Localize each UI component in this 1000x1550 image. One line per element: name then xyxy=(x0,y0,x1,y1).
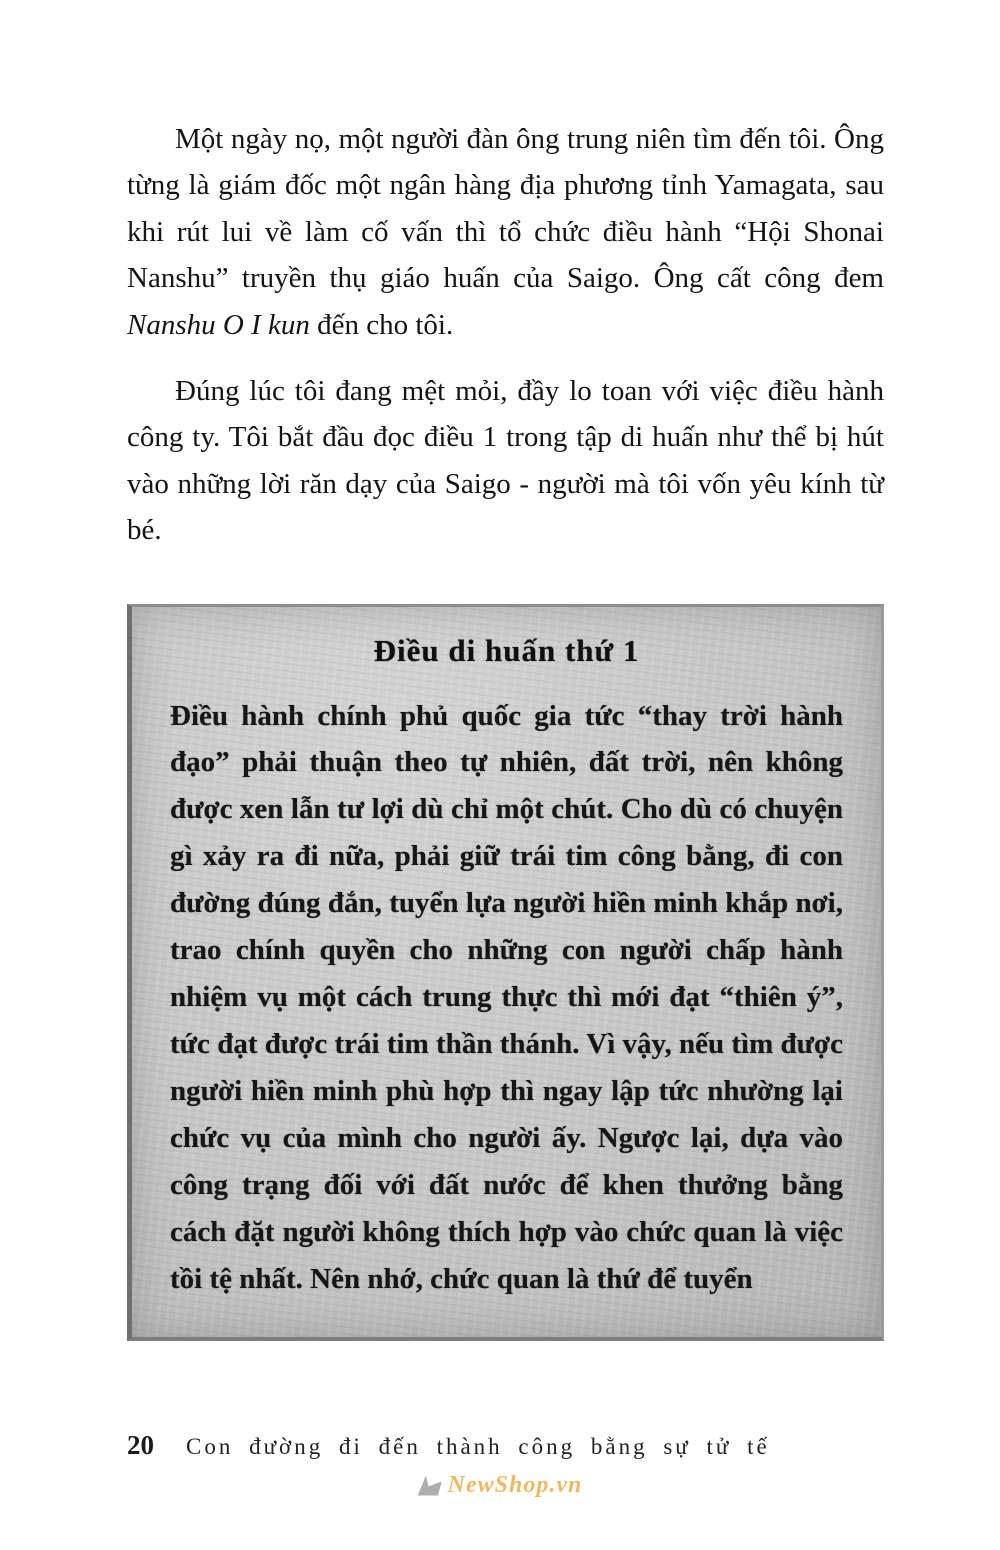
paragraph-1 xyxy=(127,116,884,348)
paragraph-1-text: Một ngày nọ, một người đàn ông trung niên tìm đến tôi. Ông từng là giám đốc một ngân hàng địa phương tỉnh Yamagata, sau khi rút lui về làm cố vấn thì tổ chức điều hành “Hội Shonai Nanshu” truyền thụ giáo huấn của Saigo. Ông cất công đem xyxy=(127,123,884,295)
page-footer xyxy=(127,1430,770,1461)
precept-title: Điều di huấn thứ 1 xyxy=(373,632,640,668)
precept-body: Điều hành chính phủ quốc gia tức “thay trời hành đạo” phải thuận theo tự nhiên, đất trời, nên không được xen lẫn tư lợi dù chỉ một chút. Cho dù có chuyện gì xảy ra đi nữa, phải giữ trái tim công bằng, đi con đường đúng đắn, tuyển lựa người hiền minh khắp nơi, trao chính quyền cho những con người chấp hành nhiệm vụ một cách trung thực thì mới đạt “thiên ý”, tức đạt được trái tim thần thánh. Vì vậy, nếu tìm được người hiền minh phù hợp thì ngay lập tức nhường lại chức vụ của mình cho người ấy. Ngược lại, dựa vào công trạng đối với đất nước để khen thưởng bằng cách đặt người không thích hợp vào chức quan là việc tồi tệ nhất. Nên nhớ, chức quan là thứ để tuyển xyxy=(170,699,843,1296)
paragraph-2: Đúng lúc tôi đang mệt mỏi, đầy lo toan với việc điều hành công ty. Tôi bắt đầu đọc điều 1 trong tập di huấn như thể bị hút vào những lời răn dạy của Saigo - người mà tôi vốn yêu kính từ bé. xyxy=(127,374,884,547)
book-title: Con đường đi đến thành công bằng sự tử tế xyxy=(186,1434,770,1459)
paragraph-1-text-end: đến cho tôi. xyxy=(309,308,454,341)
page-number: 20 xyxy=(127,1430,154,1460)
paragraph-1-italic-title: Nanshu O I kun xyxy=(127,308,310,341)
watermark xyxy=(418,1472,583,1499)
watermark-text: NewShop.vn xyxy=(447,1472,583,1498)
newshop-logo-icon xyxy=(418,1476,442,1496)
precept-box xyxy=(127,604,884,1342)
